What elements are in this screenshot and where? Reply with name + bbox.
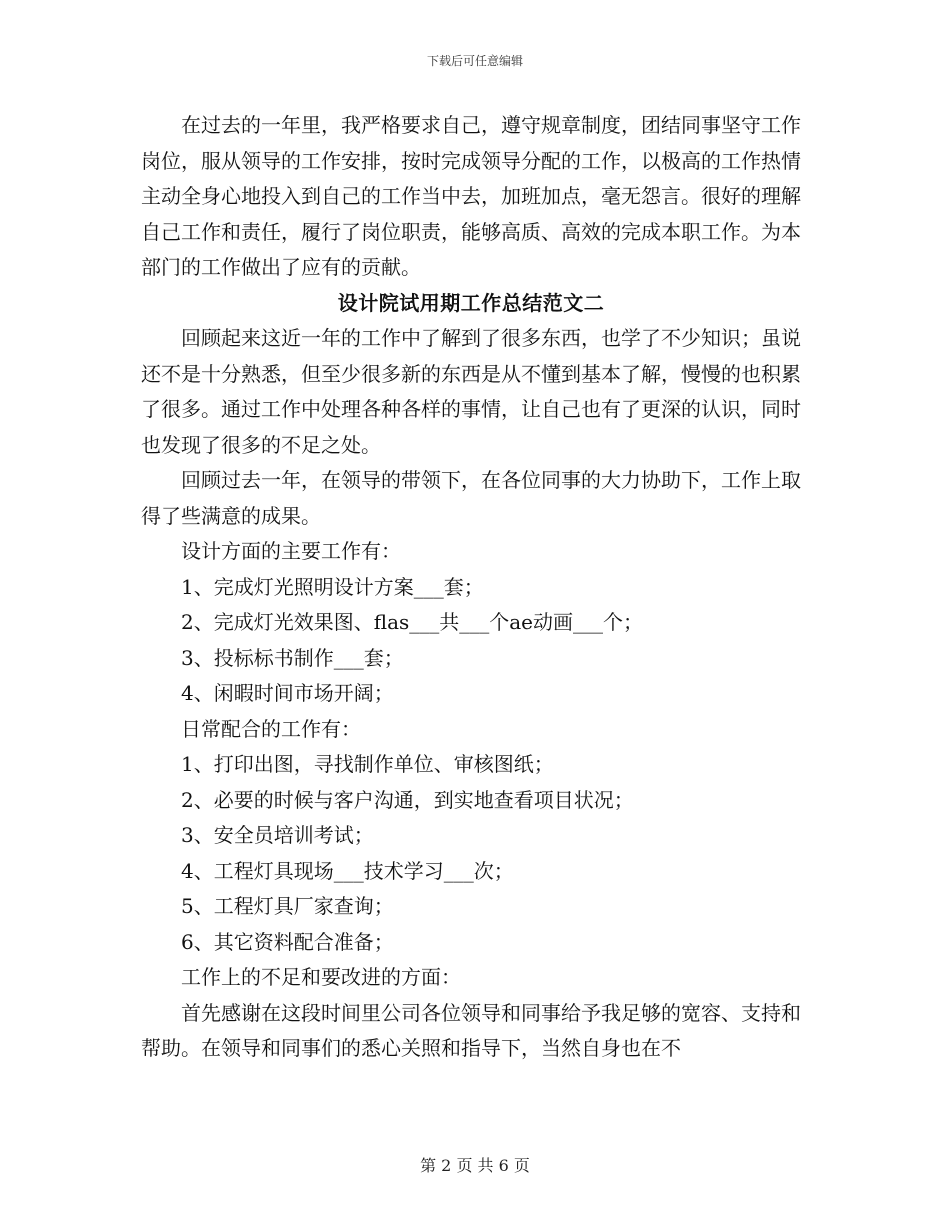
daily-item-6: 6、其它资料配合准备； — [181, 929, 394, 954]
page-footer: 第 2 页 共 6 页 — [420, 1156, 530, 1175]
section-title: 设计院试用期工作总结范文二 — [337, 290, 605, 315]
improvement-heading: 工作上的不足和要改进的方面： — [181, 965, 461, 989]
design-work-heading: 设计方面的主要工作有： — [181, 539, 401, 563]
daily-work-heading: 日常配合的工作有： — [181, 716, 361, 741]
intro-paragraph: 在过去的一年里，我严格要求自己，遵守规章制度，团结同事坚守工作岗位，服从领导的工作安排，按时完成领导分配的工作，以极高的工作热情主动全身心地投入到自己的工作当中去，加班加点，毫无怨言。很好的理解自己工作和责任，履行了岗位职责，能够高质、高效的完成本职工作。为本部门的工作做出了应有的贡献。 — [141, 113, 801, 279]
achievements-paragraph: 回顾过去一年，在领导的带领下，在各位同事的大力协助下，工作上取得了些满意的成果。 — [141, 468, 801, 528]
daily-item-4: 4、工程灯具现场___技术学习___次； — [181, 858, 514, 883]
design-item-2: 2、完成灯光效果图、flas___共___个ae动画___个； — [181, 610, 644, 634]
daily-item-1: 1、打印出图，寻找制作单位、审核图纸； — [181, 752, 554, 776]
document-body — [141, 108, 801, 1067]
design-item-3: 3、投标标书制作___套； — [181, 645, 404, 670]
design-item-4: 4、闲暇时间市场开阔； — [181, 681, 394, 705]
daily-item-5: 5、工程灯具厂家查询； — [181, 894, 394, 918]
daily-item-2: 2、必要的时候与客户沟通，到实地查看项目状况； — [181, 787, 634, 812]
thanks-paragraph: 首先感谢在这段时间里公司各位领导和同事给予我足够的宽容、支持和帮助。在领导和同事们的悉心关照和指导下，当然自身也在不 — [141, 1000, 801, 1060]
page-header: 下载后可任意编辑 — [426, 54, 523, 68]
daily-item-3: 3、安全员培训考试； — [181, 823, 374, 847]
review-paragraph: 回顾起来这近一年的工作中了解到了很多东西，也学了不少知识；虽说还不是十分熟悉，但至少很多新的东西是从不懂到基本了解，慢慢的也积累了很多。通过工作中处理各种各样的事情，让自己也有了更深的认识，同时也发现了很多的不足之处。 — [141, 326, 801, 457]
design-item-1: 1、完成灯光照明设计方案___套； — [181, 574, 484, 599]
